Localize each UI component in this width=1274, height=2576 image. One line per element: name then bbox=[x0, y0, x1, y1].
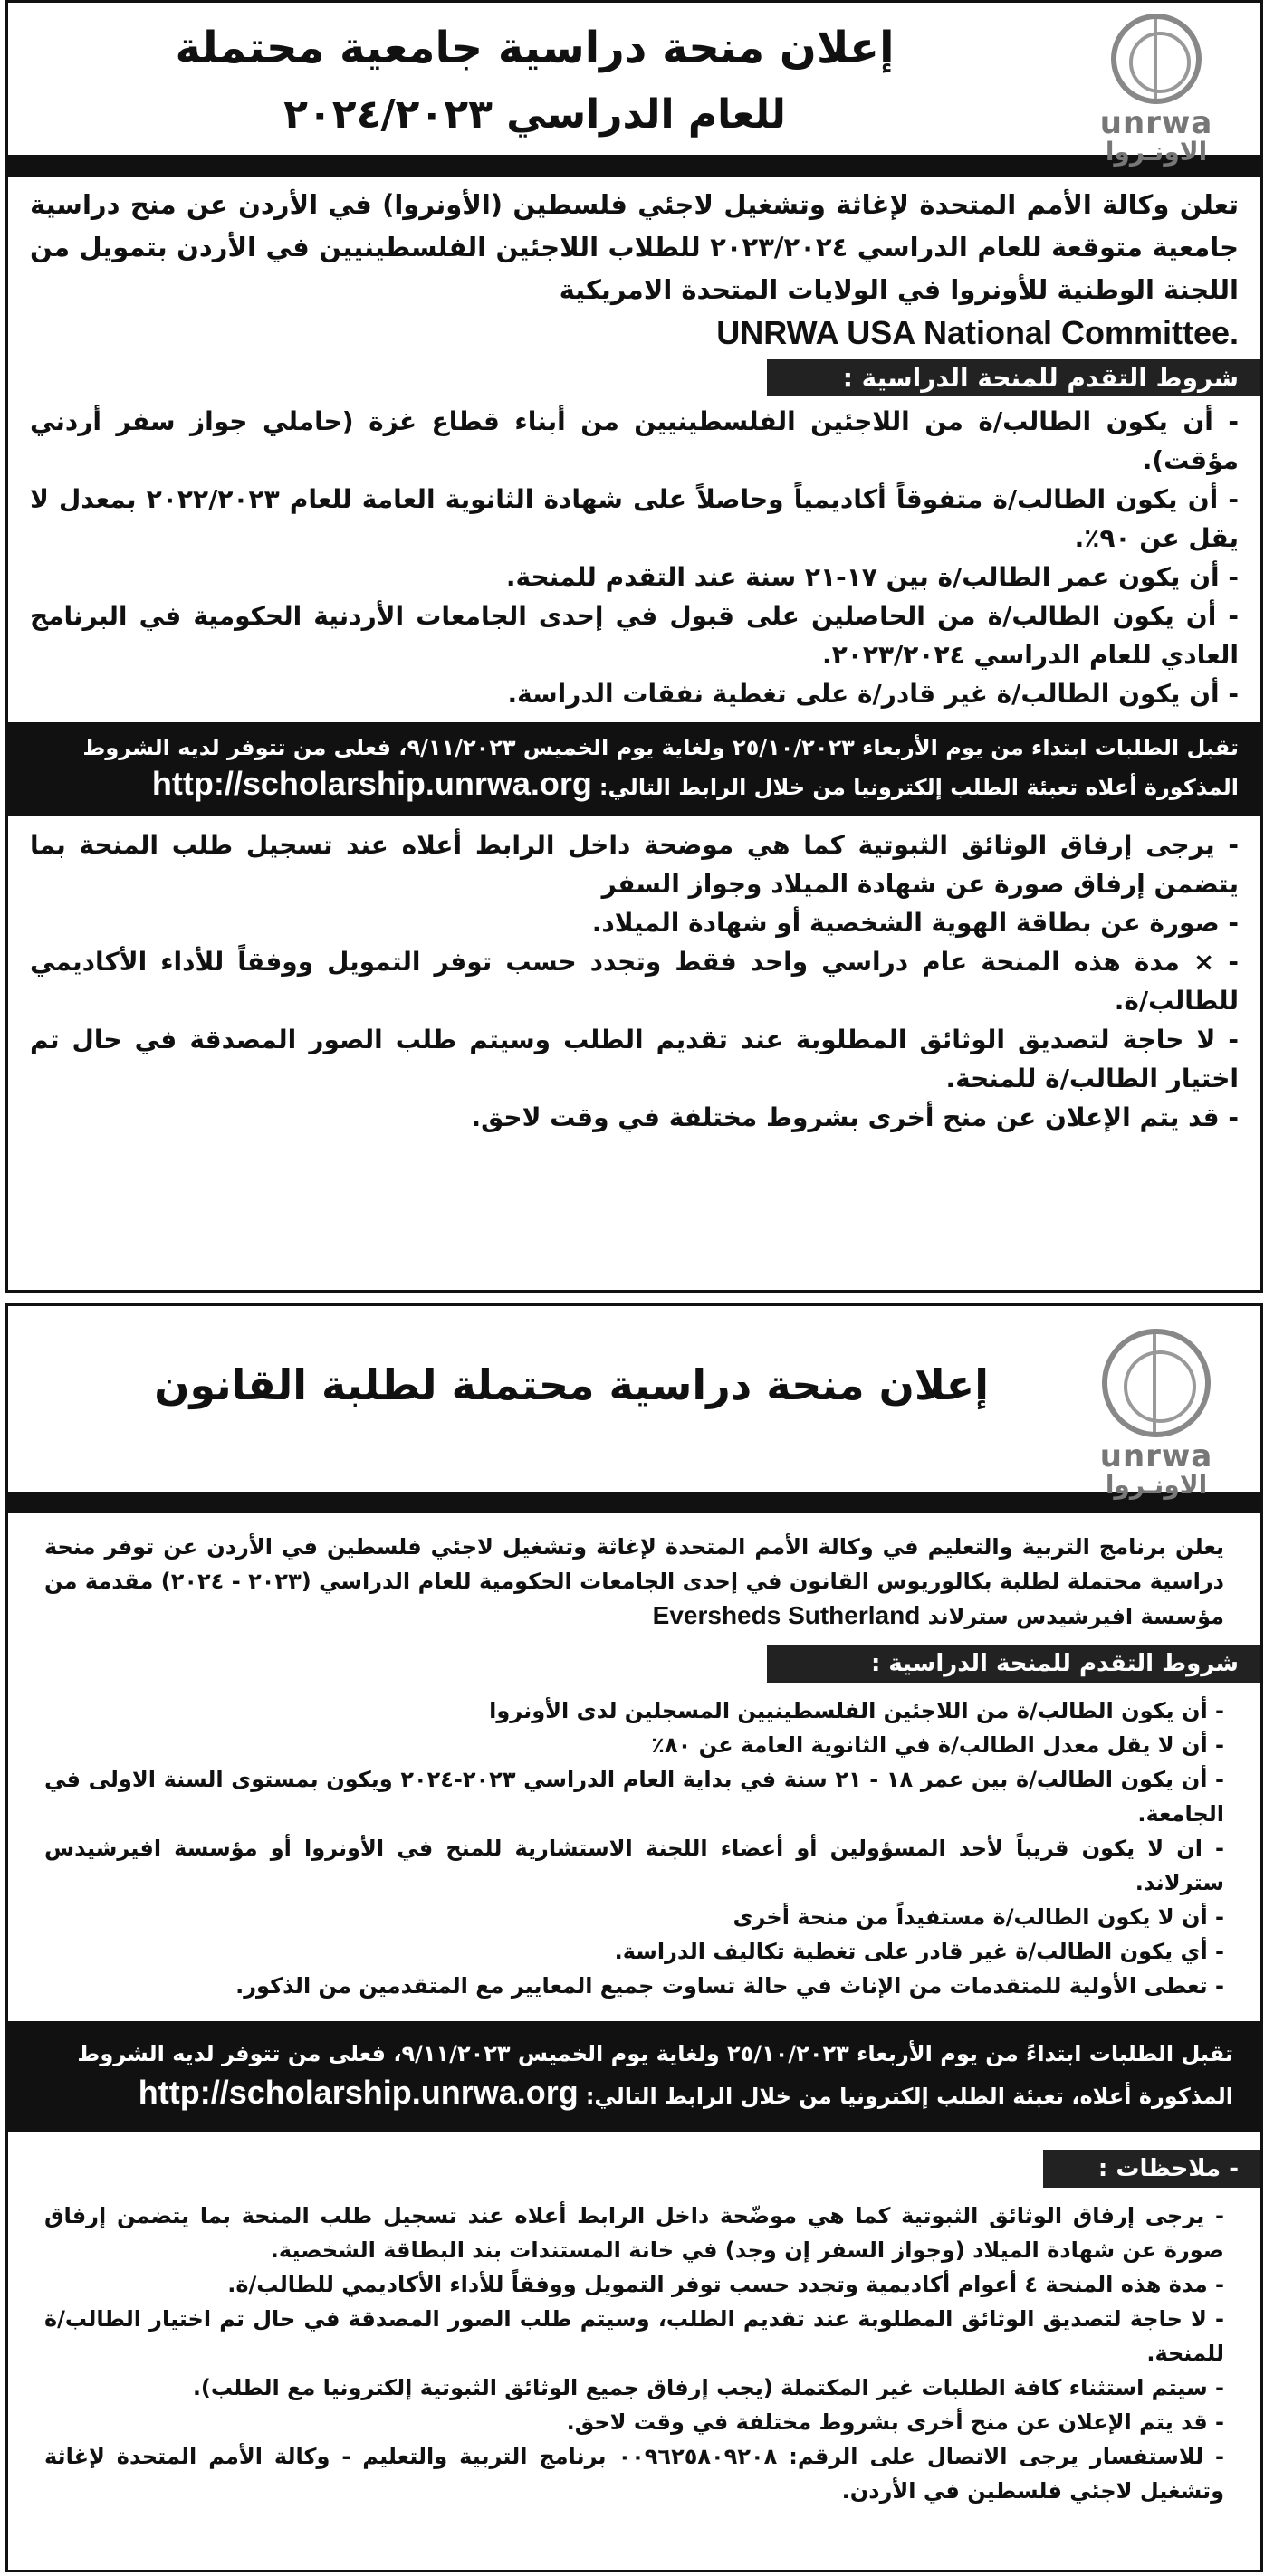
banner-dates: تقبل الطلبات ابتداءً من يوم الأربعاء ٢٥/١٠/٢٠٢٣ ولغاية يوم الخميس ٩/١١/٢٠٢٣، فعلى من تتوفر لديه الشروط bbox=[77, 2041, 1233, 2066]
conditions-heading: شروط التقدم للمنحة الدراسية : bbox=[767, 359, 1260, 396]
scholarship-link[interactable]: http://scholarship.unrwa.org bbox=[151, 765, 592, 802]
ad-title: إعلان منحة دراسية جامعية محتملة bbox=[175, 23, 895, 73]
intro-text: يعلن برنامج التربية والتعليم في وكالة الأمم المتحدة لإغاثة وتشغيل لاجئي فلسطين في الأردن عن توفر منحة دراسية محتملة لطلبة بكالوريوس القانون في إحدى الجامعات الحكومية للعام الدراسي (٢٠٢٣ - ٢٠٢٤) مقدمة من مؤسسة افيرشيدس سترلاند bbox=[44, 1534, 1224, 1629]
condition-item: - ان لا يكون قريباً لأحد المسؤولين أو أعضاء اللجنة الاستشارية للمنح في الأونروا أو مؤسسة افيرشيدس سترلاند. bbox=[44, 1836, 1224, 1895]
intro-text: تعلن وكالة الأمم المتحدة لإغاثة وتشغيل لاجئي فلسطين (الأونروا) في الأردن عن منح دراسية جامعية متوقعة للعام الدراسي ٢٠٢٣/٢٠٢٤ للطلاب اللاجئين الفلسطينيين في الأردن بتمويل من اللجنة الوطنية للأونروا في الولايات المتحدة الامريكية bbox=[30, 189, 1239, 305]
conditions-heading: شروط التقدم للمنحة الدراسية : bbox=[767, 1645, 1260, 1683]
logo-text-en: unrwa bbox=[1099, 105, 1213, 141]
ad-header bbox=[8, 3, 1260, 167]
note-item: - سيتم استثناء كافة الطلبات غير المكتملة (يجب إرفاق جميع الوثائق الثبوتية إلكترونيا مع الطلب). bbox=[192, 2375, 1224, 2400]
note-item: - × مدة هذه المنحة عام دراسي واحد فقط وتجدد حسب توفر التمويل ووفقاً للأداء الأكاديمي للطالب/ة. bbox=[30, 947, 1239, 1016]
note-item: - يرجى إرفاق الوثائق الثبوتية كما هي موضّحة داخل الرابط أعلاه عند تسجيل طلب المنحة بما يتضمن إرفاق صورة عن شهادة الميلاد (وجواز السفر إن وجد) في خانة المستندات بند البطاقة الشخصية. bbox=[44, 2203, 1224, 2263]
note-item: - يرجى إرفاق الوثائق الثبوتية كما هي موضحة داخل الرابط أعلاه عند تسجيل طلب المنحة بما يتضمن إرفاق صورة عن شهادة الميلاد وجواز السفر bbox=[30, 830, 1239, 899]
notes-list bbox=[8, 2199, 1260, 2508]
banner-dates: تقبل الطلبات ابتداء من يوم الأربعاء ٢٥/١٠/٢٠٢٣ ولغاية يوم الخميس ٩/١١/٢٠٢٣، فعلى من تتوفر لديه الشروط bbox=[82, 735, 1239, 760]
un-emblem-icon bbox=[1102, 1329, 1211, 1437]
condition-item: - أن يكون الطالب/ة من الحاصلين على قبول في إحدى الجامعات الأردنية الحكومية في البرنامج العادي للعام الدراسي ٢٠٢٣/٢٠٢٤. bbox=[30, 601, 1239, 670]
condition-item: - أن يكون الطالب/ة متفوقاً أكاديمياً وحاصلاً على شهادة الثانوية العامة للعام ٢٠٢٢/٢٠٢٣ بمعدل لا يقل عن ٩٠٪. bbox=[30, 484, 1239, 553]
condition-item: - أن يكون الطالب/ة من اللاجئين الفلسطينيين من أبناء قطاع غزة (حاملي جواز سفر أردني مؤقت). bbox=[30, 406, 1239, 475]
scholarship-ad-law bbox=[5, 1303, 1263, 2572]
banner-instructions: المذكورة أعلاه، تعبئة الطلب إلكترونيا من خلال الرابط التالي: bbox=[585, 2084, 1233, 2109]
application-banner bbox=[8, 2021, 1260, 2132]
ad-title: إعلان منحة دراسية محتملة لطلبة القانون bbox=[154, 1360, 989, 1409]
intro-latin: Eversheds Sutherland bbox=[652, 1601, 921, 1629]
notes-list bbox=[8, 825, 1260, 1137]
banner-instructions: المذكورة أعلاه تعبئة الطلب إلكترونيا من خلال الرابط التالي: bbox=[599, 775, 1239, 800]
note-item: - لا حاجة لتصديق الوثائق المطلوبة عند تقديم الطلب وسيتم طلب الصور المصدقة في حال تم اختيار الطالب/ة للمنحة. bbox=[30, 1025, 1239, 1093]
scholarship-ad-general bbox=[5, 0, 1263, 1293]
note-item: - لا حاجة لتصديق الوثائق المطلوبة عند تقديم الطلب، وسيتم طلب الصور المصدقة في حال تم اختيار الطالب/ة للمنحة. bbox=[44, 2306, 1224, 2366]
conditions-list bbox=[8, 402, 1260, 713]
notes-heading: - ملاحظات : bbox=[1043, 2150, 1260, 2188]
intro-paragraph bbox=[8, 177, 1260, 354]
intro-paragraph bbox=[8, 1513, 1260, 1634]
condition-item: - تعطى الأولية للمتقدمات من الإناث في حالة تساوت جميع المعايير مع المتقدمين من الذكور. bbox=[235, 1973, 1224, 1999]
unrwa-logo bbox=[1088, 14, 1224, 166]
condition-item: - أن يكون عمر الطالب/ة بين ١٧-٢١ سنة عند التقدم للمنحة. bbox=[505, 562, 1239, 592]
note-item: - قد يتم الإعلان عن منح أخرى بشروط مختلفة في وقت لاحق. bbox=[471, 1102, 1239, 1132]
logo-text-ar: الاونـروا bbox=[1105, 137, 1208, 167]
un-emblem-icon bbox=[1111, 14, 1202, 104]
application-banner bbox=[8, 722, 1260, 816]
ad-subtitle: للعام الدراسي ٢٠٢٤/٢٠٢٣ bbox=[283, 91, 786, 138]
note-item: - للاستفسار يرجى الاتصال على الرقم: ٠٠٩٦٢٥٨٠٩٢٠٨ برنامج التربية والتعليم - وكالة الأمم المتحدة لإغاثة وتشغيل لاجئي فلسطين في الأردن. bbox=[44, 2444, 1224, 2504]
scholarship-link[interactable]: http://scholarship.unrwa.org bbox=[138, 2074, 579, 2111]
conditions-list bbox=[8, 1693, 1260, 2003]
logo-text-ar: الاونـروا bbox=[1105, 1470, 1208, 1500]
note-item: - صورة عن بطاقة الهوية الشخصية أو شهادة الميلاد. bbox=[591, 908, 1239, 938]
divider-band bbox=[8, 1492, 1260, 1513]
logo-text-en: unrwa bbox=[1099, 1438, 1213, 1474]
unrwa-logo bbox=[1088, 1329, 1224, 1499]
note-item: - قد يتم الإعلان عن منح أخرى بشروط مختلفة في وقت لاحق. bbox=[566, 2409, 1224, 2435]
condition-item: - أن لا يكون الطالب/ة مستفيداً من منحة أخرى bbox=[733, 1904, 1224, 1930]
condition-item: - أن يكون الطالب/ة من اللاجئين الفلسطينيين المسجلين لدى الأونروا bbox=[489, 1698, 1224, 1723]
condition-item: - أي يكون الطالب/ة غير قادر على تغطية تكاليف الدراسة. bbox=[614, 1939, 1224, 1964]
intro-latin: UNRWA USA National Committee. bbox=[716, 314, 1239, 351]
condition-item: - أن يكون الطالب/ة غير قادر/ة على تغطية نفقات الدراسة. bbox=[507, 679, 1239, 709]
condition-item: - أن يكون الطالب/ة بين عمر ١٨ - ٢١ سنة في بداية العام الدراسي ٢٠٢٣-٢٠٢٤ ويكون بمستوى السنة الاولى في الجامعة. bbox=[44, 1767, 1225, 1827]
divider-band bbox=[8, 155, 1260, 177]
note-item: - مدة هذه المنحة ٤ أعوام أكاديمية وتجدد حسب توفر التمويل ووفقاً للأداء الأكاديمي للطالب/ة. bbox=[227, 2272, 1224, 2297]
ad-header bbox=[8, 1306, 1260, 1500]
condition-item: - أن لا يقل معدل الطالب/ة في الثانوية العامة عن ٨٠٪ bbox=[651, 1732, 1224, 1758]
